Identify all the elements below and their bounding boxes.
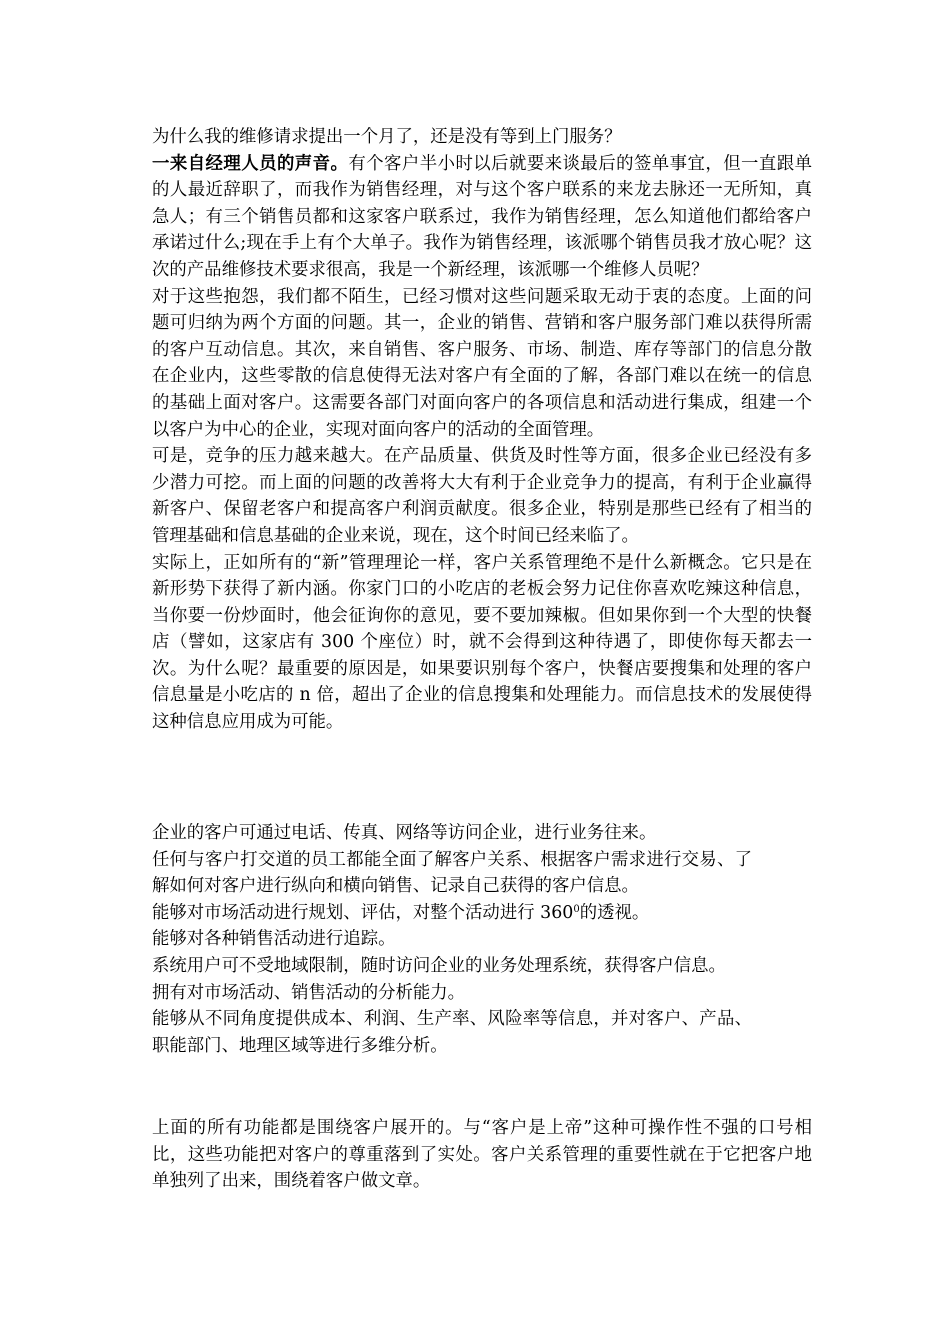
- feature-item: 系统用户可不受地域限制，随时访问企业的业务处理系统，获得客户信息。: [152, 955, 726, 976]
- feature-item: 能够从不同角度提供成本、利润、生产率、风险率等信息，并对客户、产品、职能部门、地理区域等进行多维分析。: [152, 1009, 752, 1056]
- manager-voice-paragraph: [152, 151, 812, 284]
- feature-item-text: 能够对市场活动进行规划、评估，对整个活动进行 360: [152, 902, 574, 923]
- feature-item: 能够对各种销售活动进行追踪。: [152, 929, 396, 950]
- complaints-paragraph: 对于这些抱怨，我们都不陌生，已经习惯对这些问题采取无动于衷的态度。上面的问题可归纳为两个方面的问题。其一，企业的销售、营销和客户服务部门难以获得所需的客户互动信息。其次，来自销售、客户服务、市场、制造、库存等部门的信息分散在企业内，这些零散的信息使得无法对客户有全面的了解，各部门难以在统一的信息的基础上面对客户。这需要各部门对面向客户的各项信息和活动进行集成，组建一个以客户为中心的企业，实现对面向客户的活动的全面管理。: [152, 286, 812, 440]
- feature-item: 任何与客户打交道的员工都能全面了解客户关系、根据客户需求进行交易、了解如何对客户进行纵向和横向销售、记录自己获得的客户信息。: [152, 849, 752, 897]
- feature-list: [152, 820, 752, 1059]
- feature-item: 企业的客户可通过电话、传真、网络等访问企业，进行业务往来。: [152, 823, 657, 843]
- manager-voice-body: 有个客户半小时以后就要来谈最后的签单事宜，但一直跟单的人最近辞职了，而我作为销售经理，对与这个客户联系的来龙去脉还一无所知，真急人；有三个销售员都和这家客户联系过，我作为销售经理，怎么知道他们都给客户承诺过什么;现在手上有个大单子。我作为销售经理，该派哪个销售员我才放心呢？这次的产品维修技术要求很高，我是一个新经理，该派哪一个维修人员呢？: [152, 153, 812, 280]
- manager-voice-lead: 一来自经理人员的声音。: [152, 153, 349, 174]
- concept-paragraph: 实际上，正如所有的“新”管理理论一样，客户关系管理绝不是什么新概念。它只是在新形势下获得了新内涵。你家门口的小吃店的老板会努力记住你喜欢吃辣这种信息，当你要一份炒面时，他会征询你的意见，要不要加辣椒。但如果你到一个大型的快餐店（譬如，这家店有 300 个座位）时，就不会得到这种待遇了，即使你每天都去一次。为什么呢？最重要的原因是，如果要识别每个客户，快餐店要搜集和处理的客户信息量是小吃店的 n 倍，超出了企业的信息搜集和处理能力。而信息技术的发展使得这种信息应用成为可能。: [152, 552, 812, 733]
- intro-section: [152, 124, 812, 736]
- conclusion-paragraph: 上面的所有功能都是围绕客户展开的。与“客户是上帝”这种可操作性不强的口号相比，这些功能把对客户的尊重落到了实处。客户关系管理的重要性就在于它把客户地单独列了出来，围绕着客户做文章。: [152, 1118, 812, 1192]
- feature-item: [152, 900, 752, 927]
- degree-superscript: 0: [573, 903, 580, 915]
- competition-paragraph: 可是，竞争的压力越来越大。在产品质量、供货及时性等方面，很多企业已经没有多少潜力可挖。而上面的问题的改善将大大有利于企业竞争力的提高，有利于企业赢得新客户、保留老客户和提高客户利润贡献度。很多企业，特别是那些已经有了相当的管理基础和信息基础的企业来说，现在，这个时间已经来临了。: [152, 446, 812, 546]
- feature-item: 拥有对市场活动、销售活动的分析能力。: [152, 982, 466, 1003]
- feature-item-tail: 的透视。: [579, 902, 650, 923]
- conclusion-section: [152, 1115, 812, 1195]
- customer-question: 为什么我的维修请求提出一个月了，还是没有等到上门服务？: [152, 127, 622, 147]
